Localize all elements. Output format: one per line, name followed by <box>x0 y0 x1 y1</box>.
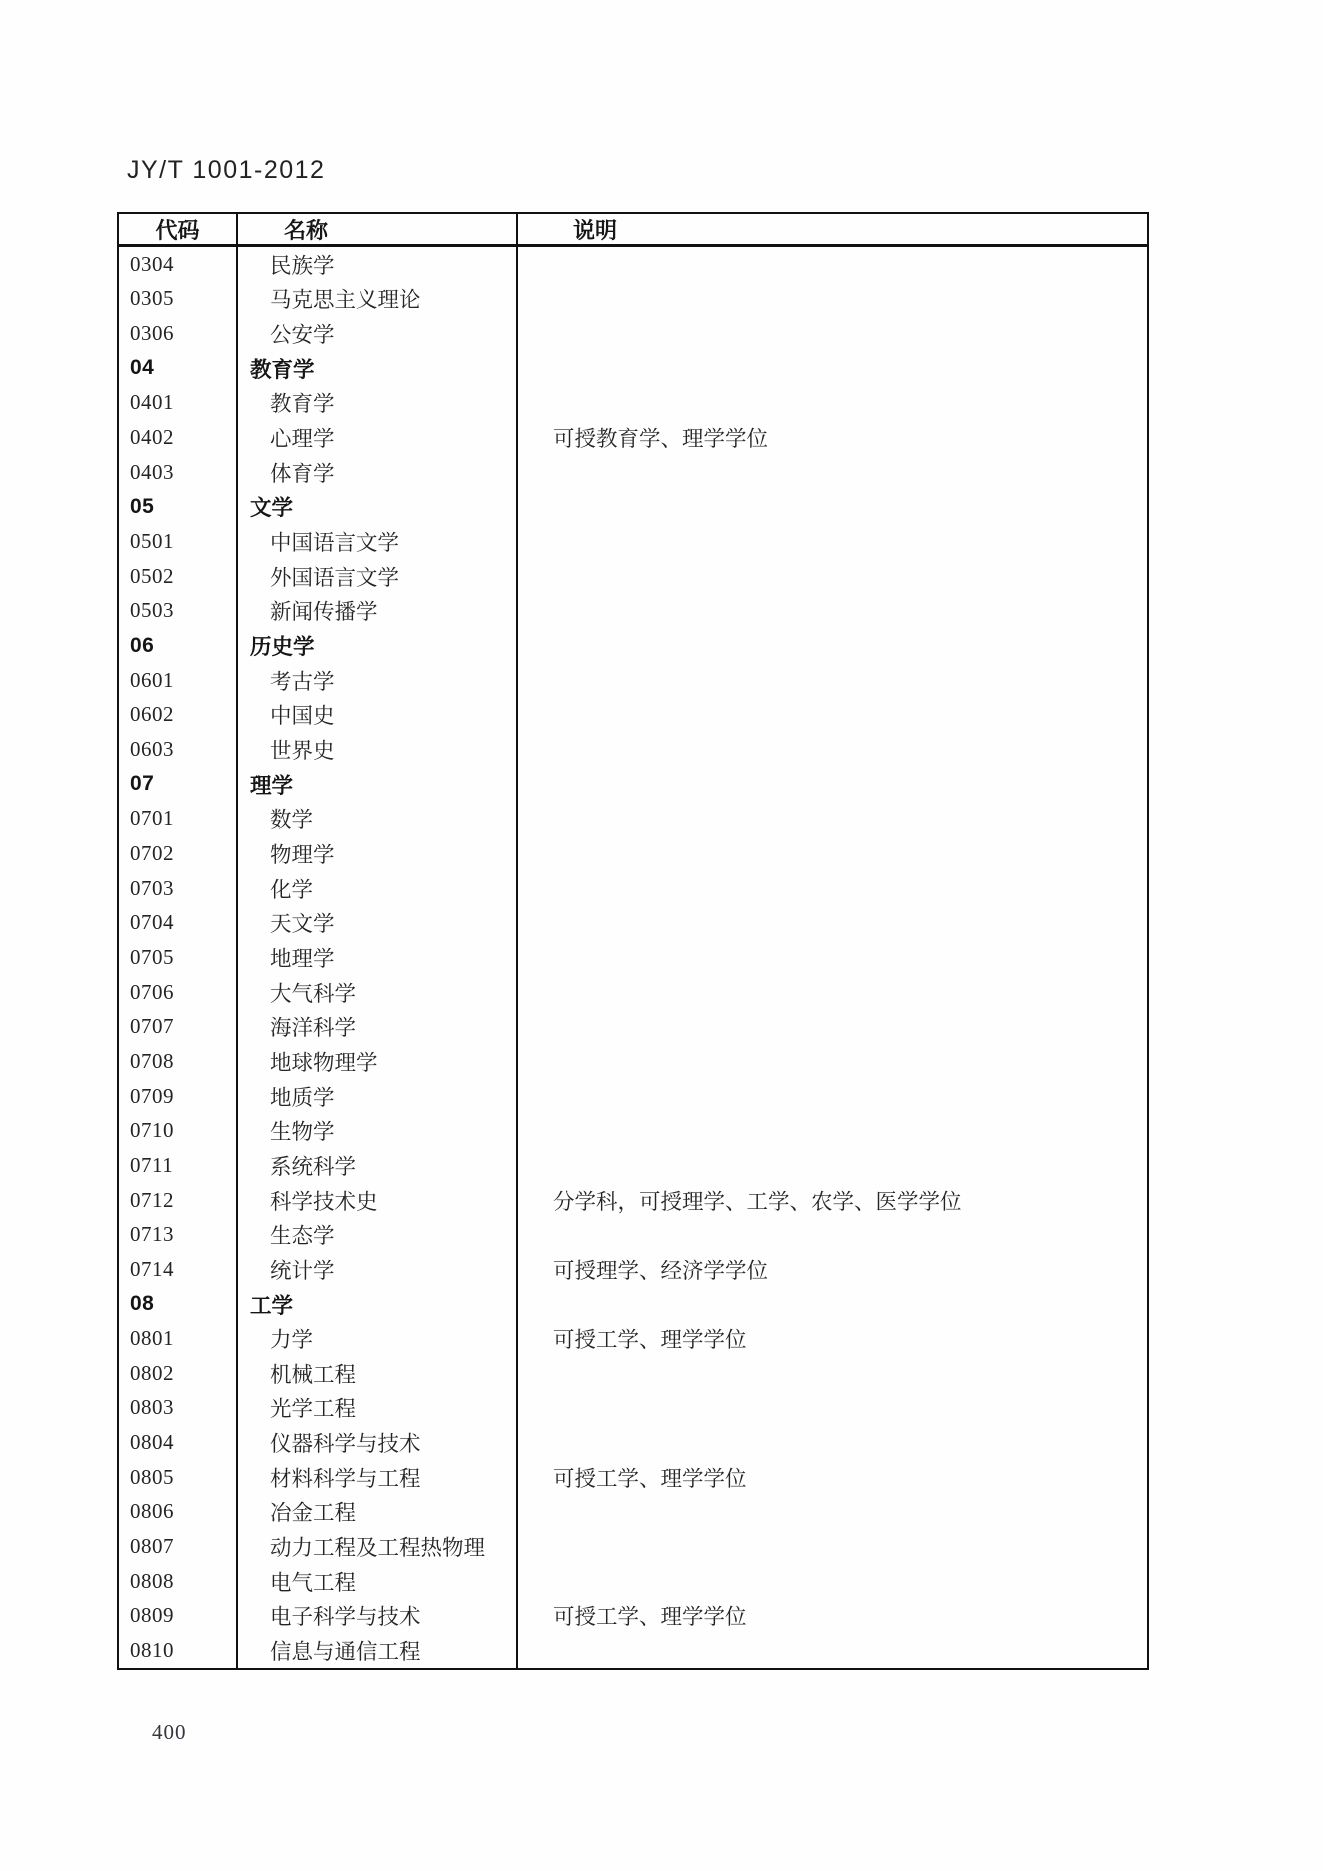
name-value: 大气科学 <box>270 981 357 1006</box>
name-cell <box>238 871 518 906</box>
name-value: 数学 <box>270 808 314 833</box>
code-value: 0804 <box>130 1430 174 1455</box>
code-cell <box>119 1356 238 1391</box>
name-cell <box>238 905 518 940</box>
code-cell <box>119 767 238 802</box>
name-value: 化学 <box>270 877 314 902</box>
desc-cell <box>518 1425 1147 1460</box>
code-cell <box>119 871 238 906</box>
name-cell <box>238 1113 518 1148</box>
name-cell <box>238 1287 518 1322</box>
table-row <box>119 386 1147 421</box>
header-label-desc: 说明 <box>573 217 618 243</box>
name-value: 历史学 <box>250 635 315 660</box>
code-value: 0603 <box>130 737 174 762</box>
code-cell <box>119 905 238 940</box>
desc-cell <box>518 836 1147 871</box>
name-value: 外国语言文学 <box>270 565 400 590</box>
name-value: 马克思主义理论 <box>270 288 421 313</box>
name-value: 世界史 <box>270 739 335 764</box>
name-value: 公安学 <box>270 323 335 348</box>
name-cell <box>238 524 518 559</box>
code-value: 0706 <box>130 979 174 1004</box>
table-row <box>119 1391 1147 1426</box>
table-row <box>119 420 1147 455</box>
code-cell <box>119 732 238 767</box>
name-cell <box>238 836 518 871</box>
code-cell <box>119 663 238 698</box>
name-cell <box>238 975 518 1010</box>
name-value: 物理学 <box>270 842 335 867</box>
code-cell <box>119 802 238 837</box>
table-row <box>119 1148 1147 1183</box>
code-value: 0701 <box>130 806 174 831</box>
code-value: 0403 <box>130 459 174 484</box>
table-row <box>119 663 1147 698</box>
name-value: 地球物理学 <box>270 1050 378 1075</box>
header-label-name: 名称 <box>284 217 329 243</box>
table-row <box>119 767 1147 802</box>
name-cell <box>238 559 518 594</box>
name-value: 天文学 <box>270 912 335 937</box>
code-cell <box>119 282 238 317</box>
table-row <box>119 1217 1147 1252</box>
name-cell <box>238 628 518 663</box>
name-value: 仪器科学与技术 <box>270 1432 421 1457</box>
table-row <box>119 975 1147 1010</box>
desc-cell <box>518 1079 1147 1114</box>
desc-cell <box>518 1356 1147 1391</box>
code-cell <box>119 1009 238 1044</box>
desc-cell <box>518 282 1147 317</box>
name-value: 光学工程 <box>270 1397 357 1422</box>
table-row <box>119 455 1147 490</box>
name-cell <box>238 420 518 455</box>
code-value: 0805 <box>130 1464 174 1489</box>
name-value: 新闻传播学 <box>270 600 378 625</box>
code-value: 0704 <box>130 910 174 935</box>
name-value: 地质学 <box>270 1085 335 1110</box>
code-cell <box>119 1564 238 1599</box>
table-row <box>119 698 1147 733</box>
code-cell <box>119 1391 238 1426</box>
table-row <box>119 316 1147 351</box>
code-cell <box>119 698 238 733</box>
table-row <box>119 594 1147 629</box>
code-value: 0803 <box>130 1395 174 1420</box>
name-cell <box>238 1529 518 1564</box>
code-cell <box>119 316 238 351</box>
name-value: 海洋科学 <box>270 1016 357 1041</box>
desc-cell <box>518 1287 1147 1322</box>
desc-cell <box>518 871 1147 906</box>
desc-cell <box>518 732 1147 767</box>
table-row <box>119 836 1147 871</box>
code-value: 0708 <box>130 1048 174 1073</box>
desc-cell <box>518 316 1147 351</box>
name-value: 理学 <box>250 773 294 798</box>
name-cell <box>238 1079 518 1114</box>
desc-cell <box>518 351 1147 386</box>
code-cell <box>119 1425 238 1460</box>
name-value: 信息与通信工程 <box>270 1640 421 1665</box>
name-cell <box>238 594 518 629</box>
table-row <box>119 871 1147 906</box>
table-row <box>119 282 1147 317</box>
table-row <box>119 524 1147 559</box>
name-value: 中国语言文学 <box>270 531 400 556</box>
name-value: 教育学 <box>250 357 315 382</box>
name-value: 机械工程 <box>270 1362 357 1387</box>
desc-cell <box>518 1009 1147 1044</box>
desc-value: 可授工学、理学学位 <box>553 1605 747 1630</box>
name-cell <box>238 247 518 282</box>
desc-cell <box>518 559 1147 594</box>
name-value: 工学 <box>250 1293 294 1318</box>
table-row <box>119 1425 1147 1460</box>
name-value: 生态学 <box>270 1224 335 1249</box>
table-row <box>119 1529 1147 1564</box>
desc-cell <box>518 420 1147 455</box>
code-value: 0402 <box>130 425 174 450</box>
table-row <box>119 1252 1147 1287</box>
name-cell <box>238 490 518 525</box>
code-value: 0703 <box>130 875 174 900</box>
desc-value: 可授工学、理学学位 <box>553 1466 747 1491</box>
code-value: 0710 <box>130 1118 174 1143</box>
name-cell <box>238 1425 518 1460</box>
code-cell <box>119 1217 238 1252</box>
desc-cell <box>518 455 1147 490</box>
name-cell <box>238 732 518 767</box>
name-value: 动力工程及工程热物理 <box>270 1536 486 1561</box>
desc-cell <box>518 247 1147 282</box>
table-row <box>119 628 1147 663</box>
code-cell <box>119 1495 238 1530</box>
name-cell <box>238 1460 518 1495</box>
code-value: 0808 <box>130 1568 174 1593</box>
code-value: 05 <box>130 494 155 518</box>
name-value: 材料科学与工程 <box>270 1466 421 1491</box>
code-cell <box>119 524 238 559</box>
desc-cell <box>518 1633 1147 1668</box>
page-number: 400 <box>152 1720 187 1744</box>
header-cell-desc <box>518 214 1147 244</box>
name-value: 文学 <box>250 496 294 521</box>
name-cell <box>238 1252 518 1287</box>
code-value: 0705 <box>130 944 174 969</box>
table-row <box>119 1287 1147 1322</box>
desc-cell <box>518 386 1147 421</box>
code-cell <box>119 628 238 663</box>
desc-cell <box>518 1044 1147 1079</box>
code-value: 0802 <box>130 1360 174 1385</box>
table-row <box>119 802 1147 837</box>
desc-cell <box>518 975 1147 1010</box>
table-row <box>119 1564 1147 1599</box>
desc-cell <box>518 940 1147 975</box>
desc-cell <box>518 1113 1147 1148</box>
code-cell <box>119 1079 238 1114</box>
name-cell <box>238 1633 518 1668</box>
header-cell-code <box>119 214 238 244</box>
name-cell <box>238 1044 518 1079</box>
name-cell <box>238 1148 518 1183</box>
code-value: 0713 <box>130 1222 174 1247</box>
code-cell <box>119 455 238 490</box>
code-cell <box>119 1599 238 1634</box>
code-cell <box>119 1183 238 1218</box>
name-value: 统计学 <box>270 1258 335 1283</box>
code-value: 0503 <box>130 598 174 623</box>
name-cell <box>238 1564 518 1599</box>
code-cell <box>119 1287 238 1322</box>
table-row <box>119 1356 1147 1391</box>
code-value: 0712 <box>130 1187 174 1212</box>
header-label-code: 代码 <box>155 217 200 243</box>
code-cell <box>119 1460 238 1495</box>
desc-cell <box>518 767 1147 802</box>
code-value: 0401 <box>130 390 174 415</box>
table-row <box>119 1633 1147 1668</box>
name-cell <box>238 282 518 317</box>
name-cell <box>238 316 518 351</box>
code-value: 0305 <box>130 286 174 311</box>
code-value: 04 <box>130 356 155 380</box>
code-cell <box>119 975 238 1010</box>
code-value: 0801 <box>130 1326 174 1351</box>
code-value: 0601 <box>130 667 174 692</box>
desc-cell <box>518 905 1147 940</box>
table-row <box>119 940 1147 975</box>
name-cell <box>238 1599 518 1634</box>
name-cell <box>238 1356 518 1391</box>
desc-cell <box>518 1460 1147 1495</box>
name-cell <box>238 940 518 975</box>
name-value: 体育学 <box>270 461 335 486</box>
desc-cell <box>518 1599 1147 1634</box>
desc-cell <box>518 594 1147 629</box>
name-value: 教育学 <box>270 392 335 417</box>
name-value: 民族学 <box>270 253 335 278</box>
desc-cell <box>518 1495 1147 1530</box>
table-row <box>119 1183 1147 1218</box>
table-row <box>119 1495 1147 1530</box>
name-cell <box>238 802 518 837</box>
name-value: 考古学 <box>270 669 335 694</box>
code-value: 0502 <box>130 563 174 588</box>
name-value: 生物学 <box>270 1120 335 1145</box>
desc-cell <box>518 1217 1147 1252</box>
code-value: 0809 <box>130 1603 174 1628</box>
discipline-code-table <box>117 212 1149 1670</box>
table-header-row <box>119 214 1147 247</box>
header-cell-name <box>238 214 518 244</box>
desc-cell <box>518 628 1147 663</box>
code-cell <box>119 1321 238 1356</box>
table-row <box>119 1113 1147 1148</box>
code-cell <box>119 559 238 594</box>
desc-cell <box>518 1391 1147 1426</box>
name-cell <box>238 1495 518 1530</box>
table-row <box>119 1321 1147 1356</box>
code-value: 07 <box>130 772 155 796</box>
table-row <box>119 1009 1147 1044</box>
desc-value: 分学科，可授理学、工学、农学、医学学位 <box>553 1189 962 1214</box>
code-cell <box>119 1252 238 1287</box>
name-value: 冶金工程 <box>270 1501 357 1526</box>
code-cell <box>119 1044 238 1079</box>
code-cell <box>119 420 238 455</box>
name-cell <box>238 1217 518 1252</box>
desc-cell <box>518 1183 1147 1218</box>
table-row <box>119 351 1147 386</box>
code-cell <box>119 836 238 871</box>
table-row <box>119 559 1147 594</box>
code-cell <box>119 1113 238 1148</box>
table-row <box>119 247 1147 282</box>
desc-cell <box>518 1252 1147 1287</box>
code-cell <box>119 247 238 282</box>
desc-value: 可授理学、经济学学位 <box>553 1258 769 1283</box>
desc-value: 可授教育学、理学学位 <box>553 427 769 452</box>
code-value: 06 <box>130 633 155 657</box>
name-cell <box>238 1009 518 1044</box>
desc-cell <box>518 524 1147 559</box>
code-cell <box>119 594 238 629</box>
desc-cell <box>518 802 1147 837</box>
code-value: 0707 <box>130 1014 174 1039</box>
desc-cell <box>518 1148 1147 1183</box>
code-value: 0810 <box>130 1638 174 1663</box>
code-value: 0714 <box>130 1256 174 1281</box>
code-cell <box>119 1148 238 1183</box>
desc-value: 可授工学、理学学位 <box>553 1328 747 1353</box>
name-value: 系统科学 <box>270 1154 357 1179</box>
name-cell <box>238 351 518 386</box>
code-cell <box>119 351 238 386</box>
code-value: 0501 <box>130 529 174 554</box>
name-value: 地理学 <box>270 946 335 971</box>
desc-cell <box>518 490 1147 525</box>
code-value: 0709 <box>130 1083 174 1108</box>
code-value: 0807 <box>130 1534 174 1559</box>
standard-number: JY/T 1001-2012 <box>127 156 326 184</box>
name-value: 科学技术史 <box>270 1189 378 1214</box>
name-cell <box>238 698 518 733</box>
table-row <box>119 732 1147 767</box>
code-cell <box>119 1633 238 1668</box>
desc-cell <box>518 1564 1147 1599</box>
name-value: 电子科学与技术 <box>270 1605 421 1630</box>
desc-cell <box>518 663 1147 698</box>
desc-cell <box>518 698 1147 733</box>
code-value: 0304 <box>130 251 174 276</box>
code-cell <box>119 490 238 525</box>
code-value: 0806 <box>130 1499 174 1524</box>
code-value: 0602 <box>130 702 174 727</box>
name-cell <box>238 1321 518 1356</box>
table-row <box>119 1599 1147 1634</box>
name-value: 电气工程 <box>270 1570 357 1595</box>
desc-cell <box>518 1529 1147 1564</box>
table-row <box>119 1460 1147 1495</box>
table-row <box>119 1044 1147 1079</box>
name-cell <box>238 455 518 490</box>
code-cell <box>119 386 238 421</box>
table-body <box>119 247 1147 1668</box>
name-cell <box>238 663 518 698</box>
name-value: 中国史 <box>270 704 335 729</box>
name-cell <box>238 1391 518 1426</box>
table-row <box>119 490 1147 525</box>
code-cell <box>119 1529 238 1564</box>
code-value: 0702 <box>130 840 174 865</box>
table-row <box>119 905 1147 940</box>
name-value: 心理学 <box>270 427 335 452</box>
name-cell <box>238 1183 518 1218</box>
code-value: 08 <box>130 1292 155 1316</box>
name-value: 力学 <box>270 1328 314 1353</box>
table-row <box>119 1079 1147 1114</box>
desc-cell <box>518 1321 1147 1356</box>
name-cell <box>238 386 518 421</box>
code-cell <box>119 940 238 975</box>
code-value: 0711 <box>130 1152 174 1177</box>
code-value: 0306 <box>130 321 174 346</box>
name-cell <box>238 767 518 802</box>
